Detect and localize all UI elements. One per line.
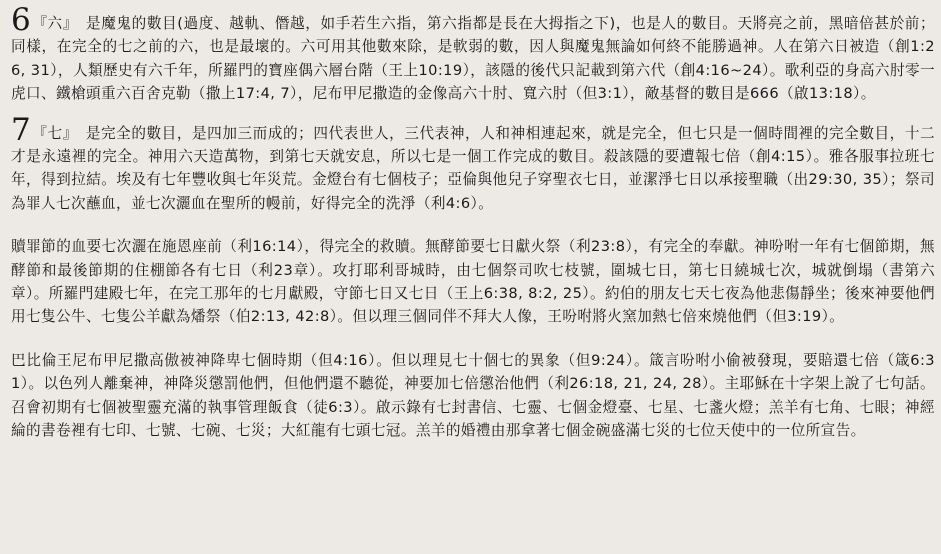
- entry-number: 7: [11, 111, 32, 148]
- entry-six-paragraph: [11, 2, 935, 106]
- entry-text: 是魔鬼的數目(過度、越軌、僭越，如手若生六指，第六指都是長在大拇指之下)，也是人的數目。天將亮之前，黑暗倍甚於前；同樣，在完全的七之前的六，也是最壞的。六可用其他數來除，是軟弱的數，因人與魔鬼無論如何終不能勝過神。人在第六日被造（創1:26, 31），人類歷史有六千年，所羅門的寶座偶六層台階（王上10:19），該隱的後代只記載到第六代（創4:16~24）。歌利亞的身高六肘零一虎口、鐵槍頭重六百舍克勒（撒上17:4, 7），尼布甲尼撒造的金像高六十肘、寬六肘（但3:1），敵基督的數目是666（啟13:18）。: [11, 15, 935, 103]
- entry-headword: 『六』: [32, 15, 78, 32]
- entry-text: 是完全的數目，是四加三而成的；四代表世人，三代表神，人和神相連起來，就是完全，但七只是一個時間裡的完全數目，十二才是永遠裡的完全。神用六天造萬物，到第七天就安息，所以七是一個工作完成的數目。殺該隱的要遭報七倍（創4:15）。雅各服事拉班七年，得到拉結。埃及有七年豐收與七年災荒。金燈台有七個枝子；亞倫與他兒子穿聖衣七日，並潔淨七日以承接聖職（出29:30, 35）；祭司為罪人七次蘸血，並七次灑血在聖所的幔前，好得完全的洗淨（利4:6）。: [11, 124, 936, 212]
- entry-six: [11, 2, 935, 106]
- entry-number: 6: [11, 2, 32, 38]
- entry-seven-paragraph-2: 贖罪節的血要七次灑在施恩座前（利16:14），得完全的救贖。無酵節要七日獻火祭（利23:8），有完全的奉獻。神吩咐一年有七個節期，無酵節和最後節期的住棚節各有七日（利23章）。攻打耶利哥城時，由七個祭司吹七枝號，圍城七日，第七日繞城七次，城就倒塌（書第六章）。所羅門建殿七年，在完工那年的七月獻殿，守節七日又七日（王上6:38, 8:2, 25）。約伯的朋友七天七夜為他悲傷靜坐；後來神要他們用七隻公牛、七隻公羊獻為燔祭（伯2:13, 42:8）。但以理三個同伴不拜大人像，王吩咐將火窯加熱七倍來燒他們（但3:19）。: [11, 238, 935, 326]
- entry-seven-paragraph-3: 巴比倫王尼布甲尼撒高傲被神降卑七個時期（但4:16）。但以理見七十個七的異象（但9:24）。箴言吩咐小偷被發現，要賠還七倍（箴6:31）。以色列人離棄神，神降災懲罰他們，但他們還不聽從，神要加七倍懲治他們（利26:18, 21, 24, 28）。主耶穌在十字架上說了七句話。召會初期有七個被聖靈充滿的執事管理飯食（徒6:3）。啟示錄有七封書信、七靈、七個金燈臺、七星、七盞火燈；羔羊有七角、七眼；神經綸的書卷裡有七印、七號、七碗、七災；大紅龍有七頭七冠。羔羊的婚禮由那拿著七個金碗盛滿七災的七位天使中的一位所宣告。: [11, 351, 935, 440]
- entry-seven-paragraph: [11, 111, 936, 216]
- entry-seven: [11, 111, 936, 443]
- entry-headword: 『七』: [32, 124, 78, 142]
